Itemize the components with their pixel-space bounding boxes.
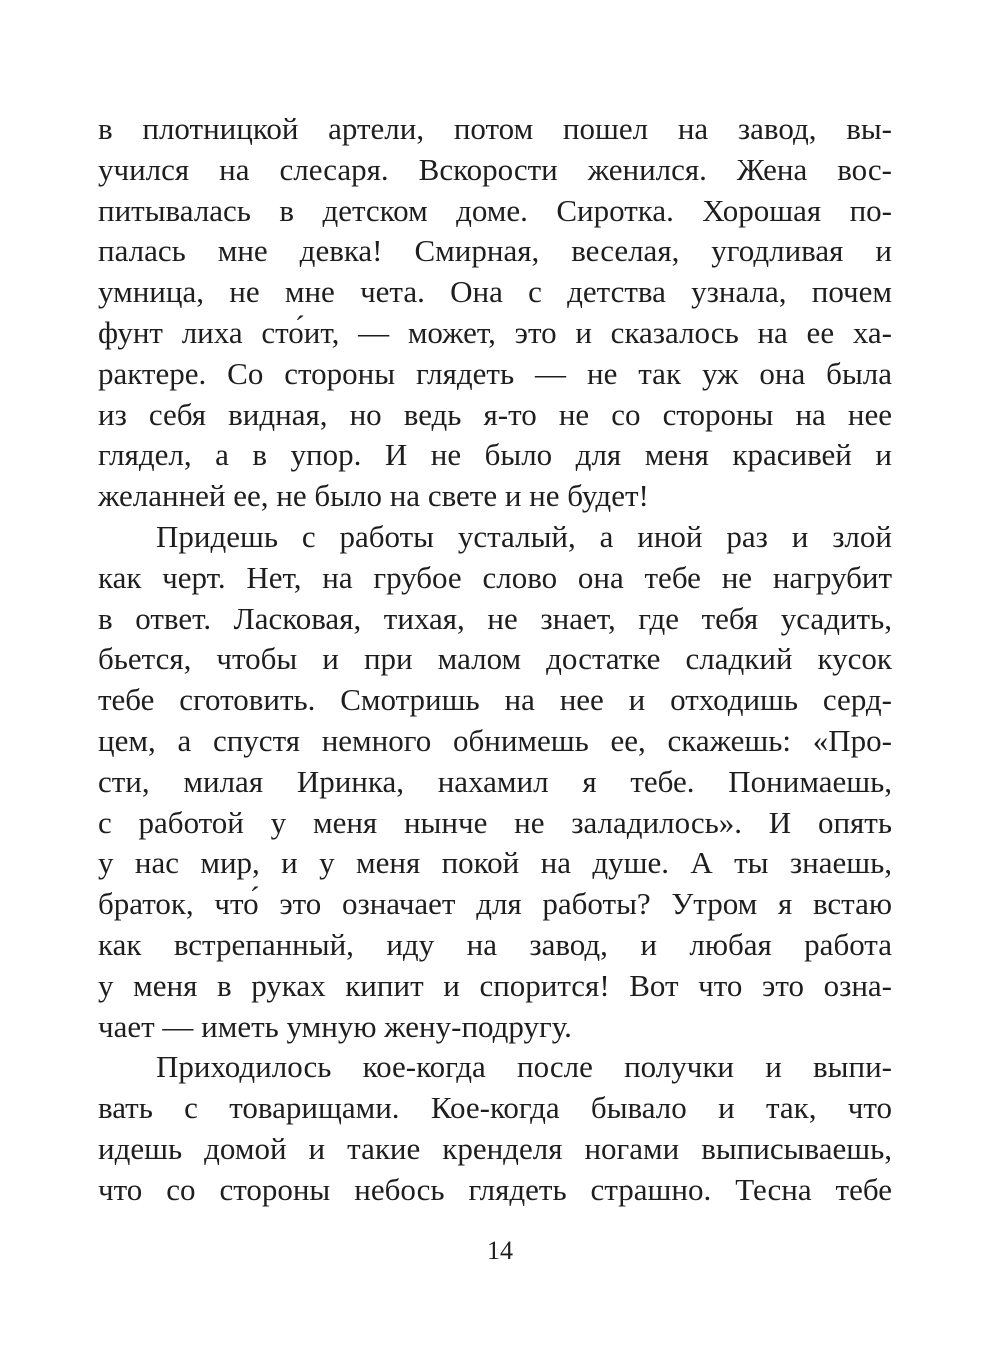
paragraph-first-line: Придешь с работы усталый, а иной раз и злой xyxy=(156,518,892,554)
text-line: палась мне девка! Смирная, веселая, угодливая и xyxy=(98,233,892,269)
paragraph-first-line: Приходилось кое-когда после получки и выпи- xyxy=(156,1049,892,1085)
text-line: как встрепанный, иду на завод, и любая работа xyxy=(98,926,892,962)
text-line: тебе сготовить. Смотришь на нее и отходишь серд- xyxy=(98,682,892,718)
text-line: питывалась в детском доме. Сиротка. Хорошая по- xyxy=(98,192,892,228)
page-number: 14 xyxy=(487,1236,513,1265)
text-line: бьется, чтобы и при малом достатке сладкий кусок xyxy=(98,641,892,677)
text-line: рактере. Со стороны глядеть — не так уж она была xyxy=(98,355,892,391)
text-line: фунт лиха сто́ит, — может, это и сказалось на ее ха- xyxy=(98,314,892,350)
text-line: из себя видная, но ведь я-то не со стороны на нее xyxy=(98,396,892,432)
text-line: глядел, а в упор. И не было для меня красивей и xyxy=(98,437,892,473)
text-line: сти, милая Иринка, нахамил я тебе. Понимаешь, xyxy=(98,763,892,799)
text-line: в ответ. Ласковая, тихая, не знает, где тебя усадить, xyxy=(98,600,892,636)
text-line: в плотницкой артели, потом пошел на завод, вы- xyxy=(98,111,892,146)
text-line: браток, что́ это означает для работы? Утром я встаю xyxy=(98,886,892,922)
text-line: вать с товарищами. Кое-когда бывало и так, что xyxy=(98,1090,892,1126)
text-line: как черт. Нет, на грубое слово она тебе не нагрубит xyxy=(98,559,892,595)
text-line: идешь домой и такие кренделя ногами выписываешь, xyxy=(98,1130,892,1166)
page-body-text xyxy=(98,109,892,1211)
text-line: желанней ее, не было на свете и не будет! xyxy=(98,478,649,514)
text-line: с работой у меня нынче не заладилось». И опять xyxy=(98,804,892,840)
text-line: умница, не мне чета. Она с детства узнала, почем xyxy=(98,274,892,310)
text-line: чает — иметь умную жену-подругу. xyxy=(98,1008,572,1044)
text-line: что со стороны небось глядеть страшно. Тесна тебе xyxy=(98,1171,892,1207)
text-line: у меня в руках кипит и спорится! Вот что это озна- xyxy=(98,967,892,1003)
text-line: цем, а спустя немного обнимешь ее, скажешь: «Про- xyxy=(98,722,892,758)
text-line: учился на слесаря. Вскорости женился. Жена вос- xyxy=(98,151,892,187)
text-line: у нас мир, и у меня покой на душе. А ты знаешь, xyxy=(98,845,892,881)
